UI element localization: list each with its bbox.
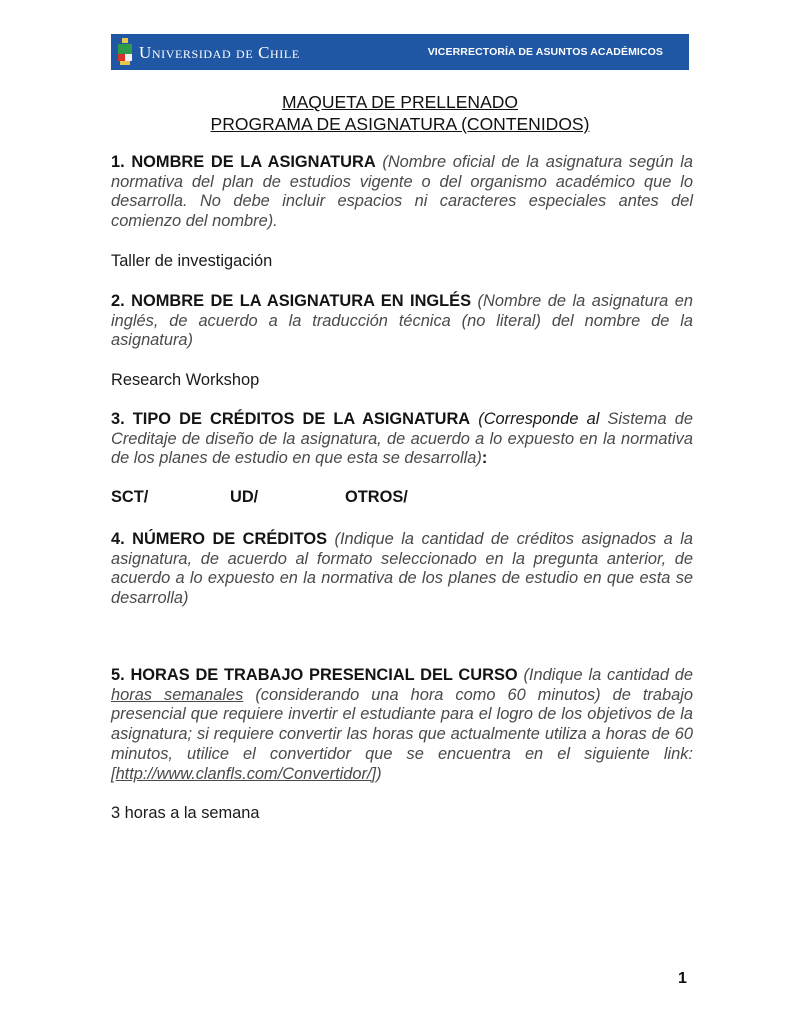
section-3-heading: 3. TIPO DE CRÉDITOS DE LA ASIGNATURA xyxy=(111,410,471,428)
university-name: Universidad de Chile xyxy=(139,43,300,62)
page-number: 1 xyxy=(678,970,687,987)
credit-type-sct: SCT/ xyxy=(111,488,149,506)
section-5 xyxy=(111,666,693,784)
section-5-underlined: horas semanales xyxy=(111,685,244,704)
section-3-colon: : xyxy=(481,449,488,468)
section-4 xyxy=(111,530,693,609)
section-5-note-c: ]) xyxy=(371,764,382,783)
section-1 xyxy=(111,153,693,232)
section-3-note-a: (Corresponde al xyxy=(478,410,600,428)
section-5-note-b: (considerando una hora como 60 minutos) de trabajo presencial que requiere invertir el estudiante para el logro de los objetivos de la asignatura; si requiere convertir las horas que actualmente utiliza a horas de 60 minutos, utilice el convertidor que se encuentra en el siguiente link: [ xyxy=(111,685,693,783)
credit-type-ud: UD/ xyxy=(230,488,259,506)
office-name: VICERRECTORÍA DE ASUNTOS ACADÉMICOS xyxy=(427,46,663,58)
section-2-heading: 2. NOMBRE DE LA ASIGNATURA EN INGLÉS xyxy=(111,292,472,310)
section-1-heading: 1. NOMBRE DE LA ASIGNATURA xyxy=(111,153,376,171)
credit-type-otros: OTROS/ xyxy=(345,488,408,506)
section-3 xyxy=(111,410,693,469)
section-4-heading: 4. NÚMERO DE CRÉDITOS xyxy=(111,530,328,548)
section-1-answer: Taller de investigación xyxy=(111,252,273,270)
section-2 xyxy=(111,292,693,351)
section-2-answer: Research Workshop xyxy=(111,371,260,389)
converter-link[interactable]: http://www.clanfls.com/Convertidor/ xyxy=(115,764,372,783)
section-3-note-b: Sistema de Creditaje de diseño de la asignatura, de acuerdo a lo expuesto en la normativa de los planes de estudio en que esta se desarrolla) xyxy=(111,410,693,468)
section-5-answer: 3 horas a la semana xyxy=(111,804,260,822)
section-5-heading: 5. HORAS DE TRABAJO PRESENCIAL DEL CURSO xyxy=(111,666,518,684)
document-title-line2: PROGRAMA DE ASIGNATURA (CONTENIDOS) xyxy=(210,114,590,134)
header-banner xyxy=(111,34,689,70)
document-title-line1: MAQUETA DE PRELLENADO xyxy=(282,92,518,112)
section-5-note-a: (Indique la cantidad de xyxy=(523,666,694,684)
section-1-note: (Nombre oficial de la asignatura según la normativa del plan de estudios vigente o del organismo académico que lo desarrolla. No debe incluir espacios ni caracteres especiales antes del comienzo del nombre). xyxy=(111,153,694,231)
section-4-note: (Indique la cantidad de créditos asignados a la asignatura, de acuerdo al formato seleccionado en la pregunta anterior, de acuerdo a lo expuesto en la normativa de los planes de estudio en que esta se desarrolla) xyxy=(111,530,693,608)
university-crest-icon xyxy=(117,38,133,66)
section-2-note: (Nombre de la asignatura en inglés, de acuerdo a la traducción técnica (no literal) del nombre de la asignatura) xyxy=(111,292,694,350)
